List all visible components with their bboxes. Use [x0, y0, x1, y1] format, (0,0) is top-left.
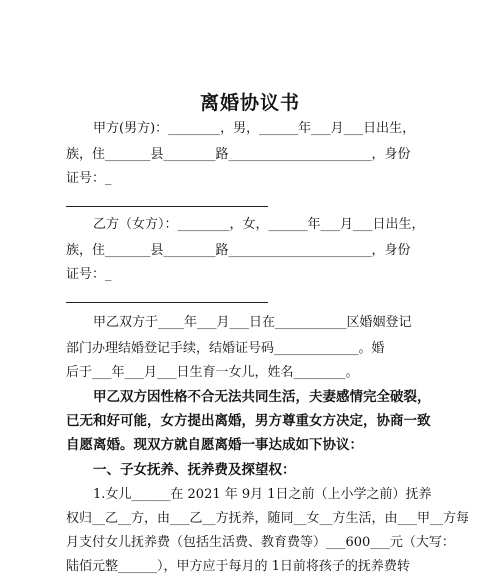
reason-line-3: 自愿离婚。现双方就自愿离婚一事达成如下协议：: [66, 437, 363, 453]
marriage-line-2: 部门办理结婚登记手续，结婚证号码_____________。婚: [66, 341, 385, 356]
party-a-line-1: 甲方(男方)：________，男，______年___月___日出生，: [93, 121, 416, 136]
reason-line-1: 甲乙双方因性格不合无法共同生活，夫妻感情完全破裂，: [93, 389, 431, 405]
party-b-line-2: 族，住_______县________路______________________，身份: [66, 243, 411, 258]
marriage-line-1: 甲乙双方于____年___月___日在___________区婚姻登记: [93, 315, 412, 330]
party-b-signature-rule: [66, 302, 268, 303]
section-1-heading: 一、子女抚养、抚养费及探望权：: [93, 462, 296, 478]
party-a-line-3: 证号：_: [66, 171, 112, 186]
clause-1-line-1: 1.女儿______在 2021 年 9月 1日之前（上小学之前）抚养: [93, 487, 432, 502]
clause-1-line-2: 权归__乙__方，由___乙__方抚养，随同__女__方生活，由___甲__方每: [66, 511, 470, 526]
party-b-line-3: 证号：_: [66, 267, 112, 282]
clause-1-line-3: 月支付女儿抚养费（包括生活费、教育费等）___600___元（大写：: [66, 535, 455, 550]
reason-line-2: 已无和好可能，女方提出离婚，男方尊重女方决定，协商一致: [66, 413, 431, 429]
party-a-signature-rule: [66, 206, 268, 207]
document-title: 离婚协议书: [199, 92, 300, 114]
clause-1-line-4: 陆佰元整______），甲方应于每月的 1日前将孩子的抚养费转: [66, 559, 410, 574]
marriage-line-3: 后于___年___月___日生育一女儿，姓名________。: [66, 365, 359, 380]
party-a-line-2: 族，住_______县________路______________________，身份: [66, 147, 411, 162]
party-b-line-1: 乙方（女方）：________，女，______年___月___日出生，: [93, 217, 425, 232]
